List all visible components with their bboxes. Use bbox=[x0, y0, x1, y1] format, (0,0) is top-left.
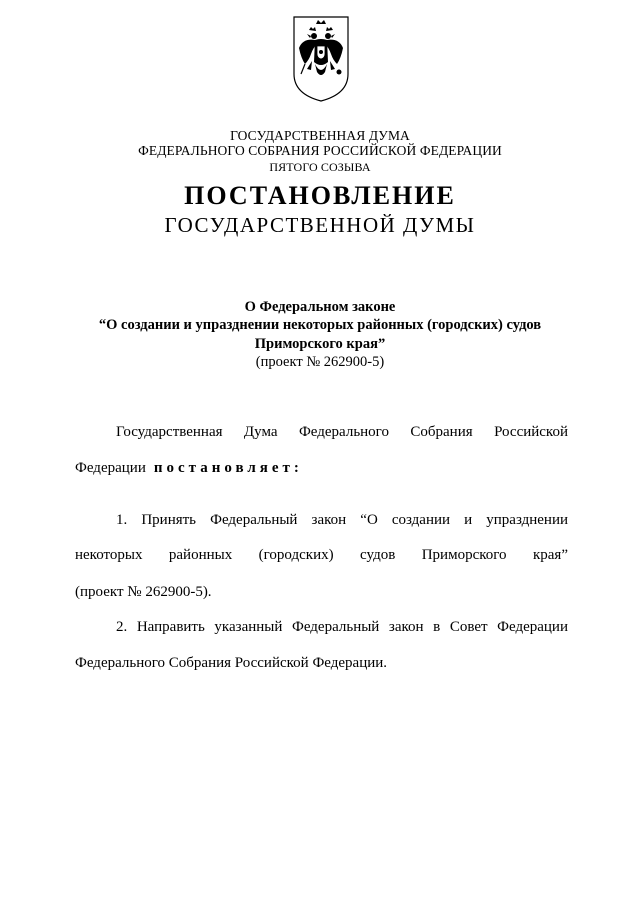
document-type-title: ПОСТАНОВЛЕНИЕ bbox=[184, 181, 456, 210]
item-2-line-2: Федерального Собрания Российской Федерации. bbox=[75, 655, 388, 671]
preamble-line-2 bbox=[75, 458, 568, 478]
item-1-line-1: 1. Принять Федеральный закон “О создании и упразднении bbox=[116, 512, 568, 528]
subject-line-1: О Федеральном законе bbox=[244, 299, 396, 315]
item-1-line-3: (проект № 262900-5). bbox=[75, 584, 212, 600]
header-convocation: ПЯТОГО СОЗЫВА bbox=[269, 160, 371, 174]
document-issuer: ГОСУДАРСТВЕННОЙ ДУМЫ bbox=[164, 213, 476, 237]
item-2-line-1: 2. Направить указанный Федеральный закон в Совет Федерации bbox=[116, 619, 568, 635]
resolves-verb: постановляет: bbox=[153, 460, 303, 476]
russian-coat-of-arms-icon bbox=[291, 14, 351, 104]
header-federal-assembly: ФЕДЕРАЛЬНОГО СОБРАНИЯ РОССИЙСКОЙ ФЕДЕРАЦИИ bbox=[138, 143, 502, 158]
subject-line-2: “О создании и упразднении некоторых районных (городских) судов bbox=[98, 317, 542, 333]
subject-line-3: Приморского края” bbox=[254, 336, 386, 352]
preamble-line-1: Государственная Дума Федерального Собрания Российской bbox=[116, 424, 568, 440]
item-1-line-2: некоторых районных (городских) судов Приморского края” bbox=[75, 547, 568, 563]
subject-project-number: (проект № 262900-5) bbox=[255, 354, 385, 370]
preamble-federation-word: Федерации bbox=[75, 460, 146, 476]
header-duma: ГОСУДАРСТВЕННАЯ ДУМА bbox=[230, 128, 410, 143]
